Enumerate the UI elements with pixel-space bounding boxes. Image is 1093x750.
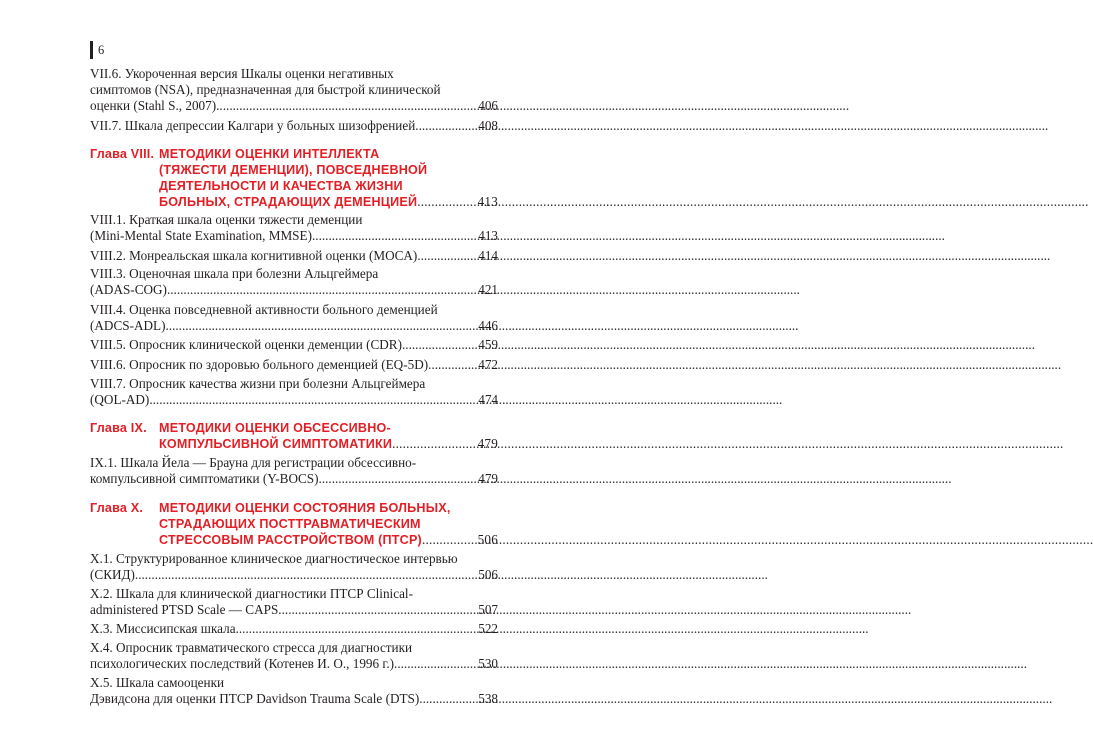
entry-title-line: VIII.4. Оценка повседневной активности больного деменцией — [90, 302, 438, 317]
toc-section-entry[interactable] — [90, 118, 498, 134]
toc-section-entry[interactable] — [90, 212, 498, 244]
entry-title — [90, 640, 498, 672]
dot-leader — [149, 392, 475, 408]
entry-page-number: 506 — [478, 567, 498, 582]
entry-title — [90, 357, 498, 373]
entry-page-number: 506 — [477, 532, 498, 547]
entry-last-line — [90, 337, 498, 353]
entry-title — [159, 146, 498, 210]
dot-leader — [417, 248, 475, 264]
entry-title-line: X.4. Опросник травматического стресса для диагностики — [90, 640, 413, 655]
toc-section-entry[interactable] — [90, 621, 498, 637]
entry-title-line: VIII.6. Опросник по здоровью больного деменцией (EQ-5D) — [90, 357, 429, 372]
entry-title — [90, 551, 498, 583]
entry-title-line: administered PTSD Scale — CAPS — [90, 602, 279, 617]
entry-last-line — [90, 567, 498, 583]
toc-section-entry[interactable] — [90, 640, 498, 672]
entry-title — [90, 337, 498, 353]
dot-leader — [402, 337, 475, 353]
entry-last-line — [90, 602, 498, 618]
toc-section-entry[interactable] — [90, 337, 498, 353]
entry-title-line: VII.6. Укороченная версия Шкалы оценки негативных — [90, 66, 394, 81]
entry-last-line — [90, 228, 498, 244]
entry-title — [90, 118, 498, 134]
dot-leader — [236, 621, 476, 637]
toc-chapter-entry[interactable] — [90, 500, 498, 548]
entry-page-number: 538 — [478, 691, 498, 706]
entry-title-line: БОЛЬНЫХ, СТРАДАЮЩИХ ДЕМЕНЦИЕЙ — [159, 195, 418, 209]
chapter-label: Глава VIII. — [90, 147, 155, 161]
toc-section-entry[interactable] — [90, 376, 498, 408]
entry-title-line: (СКИД) — [90, 567, 135, 582]
entry-page-number: 413 — [477, 194, 498, 209]
header-bar — [90, 41, 93, 59]
entry-title — [90, 212, 498, 244]
dot-leader — [415, 118, 475, 134]
entry-title-line: VII.7. Шкала депрессии Калгари у больных шизофренией — [90, 118, 416, 133]
dot-leader — [167, 282, 475, 298]
dot-leader — [319, 471, 476, 487]
entry-title-line: компульсивной симптоматики (Y-BOCS) — [90, 471, 319, 486]
dot-leader — [135, 567, 475, 583]
dot-leader — [422, 532, 475, 548]
entry-title-line: VIII.5. Опросник клинической оценки деменции (CDR) — [90, 337, 402, 352]
entry-page-number: 446 — [478, 318, 498, 333]
entry-last-line — [90, 282, 498, 298]
entry-page-number: 522 — [478, 621, 498, 636]
entry-last-line — [90, 357, 498, 373]
entry-title-line: оценки (Stahl S., 2007) — [90, 98, 217, 113]
page-number: 6 — [98, 43, 105, 57]
dot-leader — [216, 98, 475, 114]
entry-title-line: (ADAS-COG) — [90, 282, 167, 297]
entry-last-line — [90, 318, 498, 334]
entry-page-number: 479 — [477, 436, 498, 451]
entry-title-line: МЕТОДИКИ ОЦЕНКИ ИНТЕЛЛЕКТА — [159, 147, 380, 161]
entry-title — [90, 621, 498, 637]
entry-page-number: 507 — [478, 602, 498, 617]
entry-title-line: IX.1. Шкала Йела — Брауна для регистрации обсессивно- — [90, 455, 417, 470]
entry-last-line — [90, 471, 498, 487]
toc-section-entry[interactable] — [90, 66, 498, 114]
entry-last-line — [90, 98, 498, 114]
entry-title — [90, 248, 498, 264]
entry-title — [90, 66, 498, 114]
entry-title — [90, 266, 498, 298]
entry-last-line — [90, 621, 498, 637]
entry-title-line: VIII.3. Оценочная шкала при болезни Альцгеймера — [90, 266, 379, 281]
entry-title-line: X.2. Шкала для клинической диагностики ПТСР Clinical- — [90, 586, 413, 601]
entry-title — [159, 500, 498, 548]
table-of-contents — [90, 66, 498, 707]
toc-section-entry[interactable] — [90, 586, 498, 618]
entry-last-line — [90, 392, 498, 408]
dot-leader — [417, 194, 474, 210]
entry-last-line — [90, 656, 498, 672]
dot-leader — [394, 656, 475, 672]
toc-section-entry[interactable] — [90, 248, 498, 264]
toc-section-entry[interactable] — [90, 551, 498, 583]
entry-title — [90, 675, 498, 707]
entry-title-line: (Mini-Mental State Examination, MMSE) — [90, 228, 312, 243]
entry-page-number: 406 — [478, 98, 498, 113]
entry-last-line — [90, 118, 498, 134]
entry-page-number: 472 — [478, 357, 498, 372]
entry-title-line: СТРАДАЮЩИХ ПОСТТРАВМАТИЧЕСКИМ — [159, 517, 421, 531]
entry-last-line — [159, 436, 498, 452]
toc-section-entry[interactable] — [90, 455, 498, 487]
dot-leader — [392, 436, 474, 452]
dot-leader — [278, 602, 475, 618]
toc-section-entry[interactable] — [90, 675, 498, 707]
entry-title-line: СТРЕССОВЫМ РАССТРОЙСТВОМ (ПТСР) — [159, 533, 422, 547]
entry-title-line: (ADCS-ADL) — [90, 318, 166, 333]
entry-title-line: VIII.7. Опросник качества жизни при болезни Альцгеймера — [90, 376, 426, 391]
entry-title-line: (ТЯЖЕСТИ ДЕМЕНЦИИ), ПОВСЕДНЕВНОЙ — [159, 163, 428, 177]
entry-page-number: 530 — [478, 656, 498, 671]
entry-title — [90, 376, 498, 408]
entry-last-line — [90, 248, 498, 264]
entry-title-line: МЕТОДИКИ ОЦЕНКИ СОСТОЯНИЯ БОЛЬНЫХ, — [159, 501, 451, 515]
entry-title-line: КОМПУЛЬСИВНОЙ СИМПТОМАТИКИ — [159, 437, 393, 451]
toc-section-entry[interactable] — [90, 302, 498, 334]
entry-title-line: симптомов (NSA), предназначенная для быстрой клинической — [90, 82, 441, 97]
dot-leader — [419, 691, 475, 707]
entry-title-line: психологических последствий (Котенев И. О., 1996 г.) — [90, 656, 395, 671]
toc-chapter-entry[interactable] — [90, 146, 498, 210]
entry-title-line: VIII.1. Краткая шкала оценки тяжести деменции — [90, 212, 363, 227]
dot-leader — [312, 228, 475, 244]
entry-last-line — [159, 194, 498, 210]
entry-title-line: X.5. Шкала самооценки — [90, 675, 225, 690]
entry-title — [90, 455, 498, 487]
entry-title-line: Дэвидсона для оценки ПТСР Davidson Trauma Scale (DTS) — [90, 691, 420, 706]
toc-chapter-entry[interactable] — [90, 420, 498, 452]
entry-page-number: 421 — [478, 282, 498, 297]
entry-page-number: 413 — [478, 228, 498, 243]
entry-page-number: 459 — [478, 337, 498, 352]
entry-last-line — [159, 532, 498, 548]
entry-title — [90, 302, 498, 334]
entry-page-number: 479 — [478, 471, 498, 486]
dot-leader — [428, 357, 475, 373]
chapter-label: Глава IX. — [90, 421, 147, 435]
chapter-label: Глава X. — [90, 501, 144, 515]
dot-leader — [165, 318, 475, 334]
entry-title — [90, 586, 498, 618]
entry-title-line: X.3. Миссисипская шкала — [90, 621, 236, 636]
entry-last-line — [90, 691, 498, 707]
entry-title-line: МЕТОДИКИ ОЦЕНКИ ОБСЕССИВНО- — [159, 421, 391, 435]
toc-section-entry[interactable] — [90, 357, 498, 373]
entry-page-number: 408 — [478, 118, 498, 133]
entry-page-number: 414 — [478, 248, 498, 263]
entry-title-line: VIII.2. Монреальская шкала когнитивной оценки (MOCA) — [90, 248, 418, 263]
entry-title-line: X.1. Структурированное клиническое диагностическое интервью — [90, 551, 458, 566]
entry-page-number: 474 — [478, 392, 498, 407]
entry-title-line: (QOL-AD) — [90, 392, 150, 407]
toc-section-entry[interactable] — [90, 266, 498, 298]
entry-title — [159, 420, 498, 452]
entry-title-line: ДЕЯТЕЛЬНОСТИ И КАЧЕСТВА ЖИЗНИ — [159, 179, 403, 193]
